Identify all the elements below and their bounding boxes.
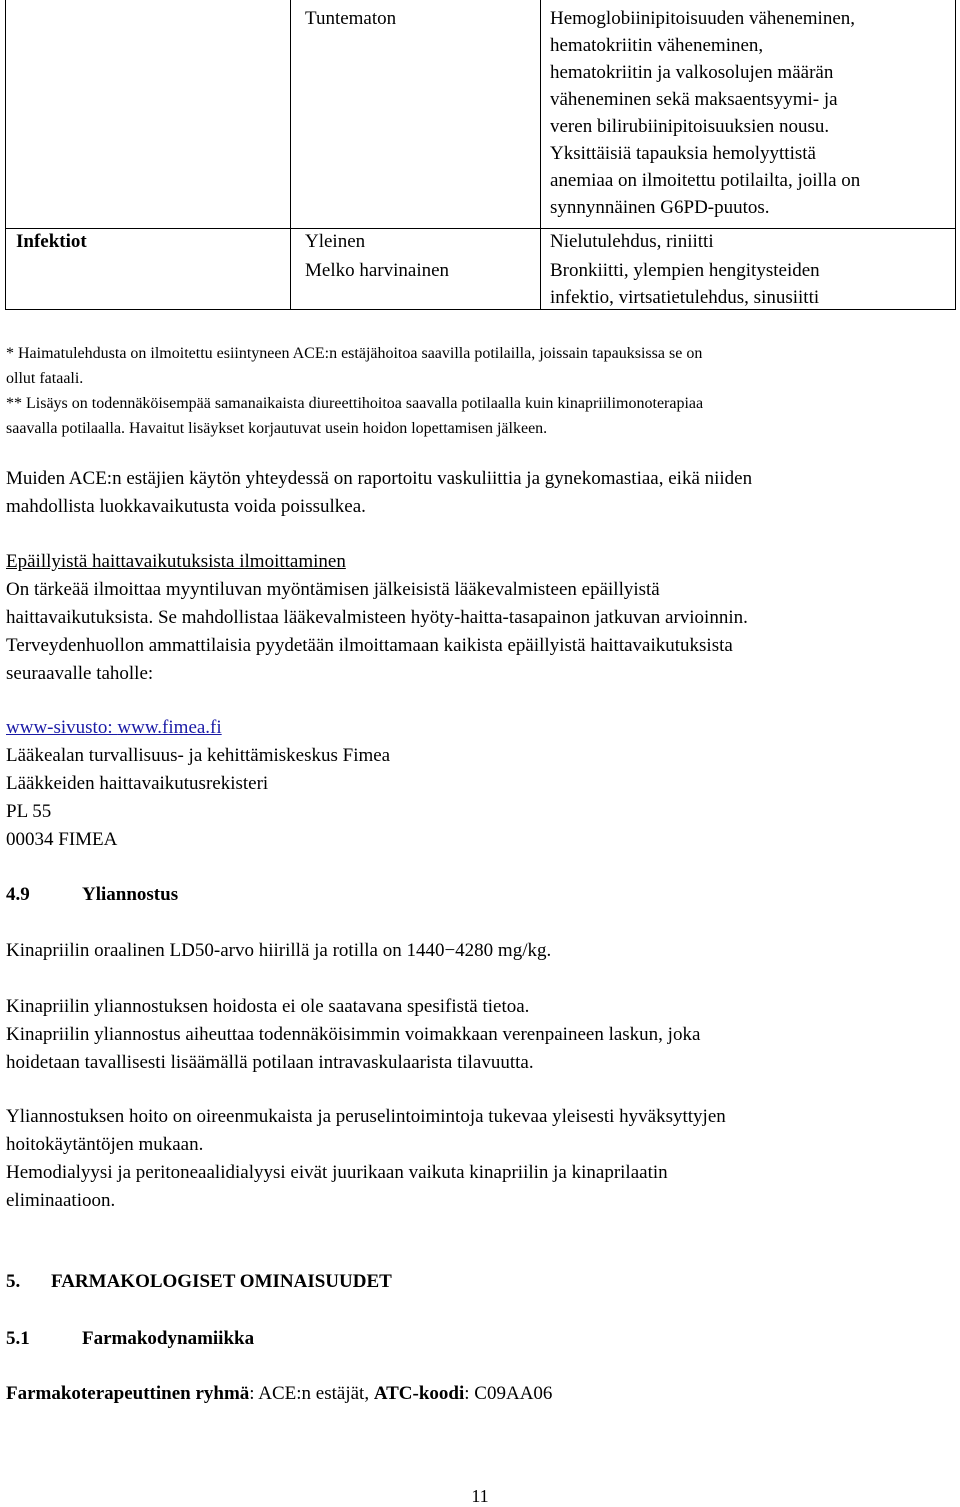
section-number-5: 5. (6, 1271, 21, 1292)
effect-nielutulehdus: Nielutulehdus, riniitti (550, 231, 714, 252)
group-label: Farmakoterapeuttinen ryhmä (6, 1383, 250, 1404)
paragraph-supportive-care (6, 1103, 946, 1215)
footnote-pancreatitis (6, 341, 946, 391)
paragraph-overdose-treatment (6, 993, 946, 1077)
table-column-divider (290, 0, 291, 310)
effect-line: Yksittäisiä tapauksia hemolyyttistä (550, 143, 816, 164)
frequency-unknown: Tuntematon (305, 8, 397, 29)
paragraph-ld50: Kinapriilin oraalinen LD50-arvo hiirillä ja rotilla on 1440−4280 mg/kg. (6, 940, 552, 961)
page-number: 11 (471, 1486, 489, 1506)
text-line: hoitokäytäntöjen mukaan. (6, 1134, 204, 1155)
effect-line: infektio, virtsatietulehdus, sinusiitti (550, 287, 820, 308)
effect-line: väheneminen sekä maksaentsyymi- ja (550, 89, 838, 110)
table-row-divider (6, 228, 955, 229)
effect-line: synnynnäinen G6PD-puutos. (550, 197, 770, 218)
effect-line: veren bilirubiinipitoisuuksien nousu. (550, 116, 830, 137)
text-line: Kinapriilin yliannostus aiheuttaa todennäköisimmin voimakkaan verenpaineen laskun, joka (6, 1024, 701, 1045)
section-number-5-1: 5.1 (6, 1328, 30, 1349)
text-line: mahdollista luokkavaikutusta voida poissulkea. (6, 496, 366, 517)
effect-line: hematokriitin ja valkosolujen määrän (550, 62, 834, 83)
text-line: Kinapriilin yliannostuksen hoidosta ei ole saatavana spesifistä tietoa. (6, 996, 530, 1017)
text-line: haittavaikutuksista. Se mahdollistaa lääkevalmisteen hyöty-haitta-tasapainon jatkuvan arvioinnin. (6, 607, 748, 628)
footnote-increase (6, 391, 946, 441)
effect-line: hematokriitin väheneminen, (550, 35, 764, 56)
footnote-line: * Haimatulehdusta on ilmoitettu esiintyneen ACE:n estäjähoitoa saavilla potilailla, joissain tapauksissa se on (6, 345, 703, 362)
section-title-pharmacological-properties: FARMAKOLOGISET OMINAISUUDET (51, 1271, 392, 1292)
footnote-line: ** Lisäys on todennäköisempää samanaikaista diureettihoitoa saavalla potilaalla kuin kinapriilimonoterapiaa (6, 395, 704, 412)
reporting-section (6, 548, 946, 688)
section-title-overdose: Yliannostus (82, 884, 179, 905)
text-line: On tärkeää ilmoittaa myyntiluvan myöntämisen jälkeisistä lääkevalmisteen epäillyistä (6, 579, 660, 600)
group-value: : ACE:n estäjät, (249, 1383, 374, 1404)
table-row-effects-uncommon (550, 257, 950, 311)
effect-line: Hemoglobiinipitoisuuden väheneminen, (550, 8, 856, 29)
address-line: Lääkealan turvallisuus- ja kehittämiskeskus Fimea (6, 745, 391, 766)
text-line: Muiden ACE:n estäjien käytön yhteydessä on raportoitu vaskuliittia ja gynekomastiaa, eikä niiden (6, 468, 753, 489)
website-label: www-sivusto: (6, 717, 118, 738)
footnote-line: saavalla potilaalla. Havaitut lisäykset korjautuvat usein hoidon lopettamisen jälkeen. (6, 420, 548, 437)
website-line (6, 714, 946, 742)
adverse-effects-table (5, 0, 956, 310)
text-line: Terveydenhuollon ammattilaisia pyydetään ilmoittamaan kaikista epäillyistä haittavaikutuksista (6, 635, 733, 656)
address-line: Lääkkeiden haittavaikutusrekisteri (6, 773, 269, 794)
atc-label: ATC-koodi (373, 1383, 465, 1404)
frequency-uncommon: Melko harvinainen (305, 260, 450, 281)
footnote-line: ollut fataali. (6, 370, 84, 387)
table-column-divider (540, 0, 541, 310)
text-line: hoidetaan tavallisesti lisäämällä potilaan intravaskulaarista tilavuutta. (6, 1052, 534, 1073)
section-number-4-9: 4.9 (6, 884, 30, 905)
organ-class-infections: Infektiot (16, 231, 87, 252)
text-line: Hemodialyysi ja peritoneaalidialyysi eivät juurikaan vaikuta kinapriilin ja kinaprilaatin (6, 1162, 668, 1183)
table-row-effects-unknown (550, 5, 950, 221)
fimea-link[interactable]: www.fimea.fi (117, 717, 222, 738)
atc-value: : C09AA06 (464, 1383, 553, 1404)
pharmacotherapeutic-group-line (6, 1380, 946, 1408)
effect-line: Bronkiitti, ylempien hengitysteiden (550, 260, 820, 281)
reporting-heading: Epäillyistä haittavaikutuksista ilmoittaminen (6, 551, 346, 572)
contact-block (6, 714, 946, 854)
text-line: Yliannostuksen hoito on oireenmukaista ja peruselintoimintoja tukevaa yleisesti hyväksyttyjen (6, 1106, 726, 1127)
paragraph-vasculitis (6, 465, 946, 521)
section-title-pharmacodynamics: Farmakodynamiikka (82, 1328, 255, 1349)
effect-line: anemiaa on ilmoitettu potilailta, joilla on (550, 170, 861, 191)
text-line: seuraavalle taholle: (6, 663, 154, 684)
text-line: eliminaatioon. (6, 1190, 116, 1211)
address-line: PL 55 (6, 801, 52, 822)
frequency-common: Yleinen (305, 231, 366, 252)
address-line: 00034 FIMEA (6, 829, 118, 850)
